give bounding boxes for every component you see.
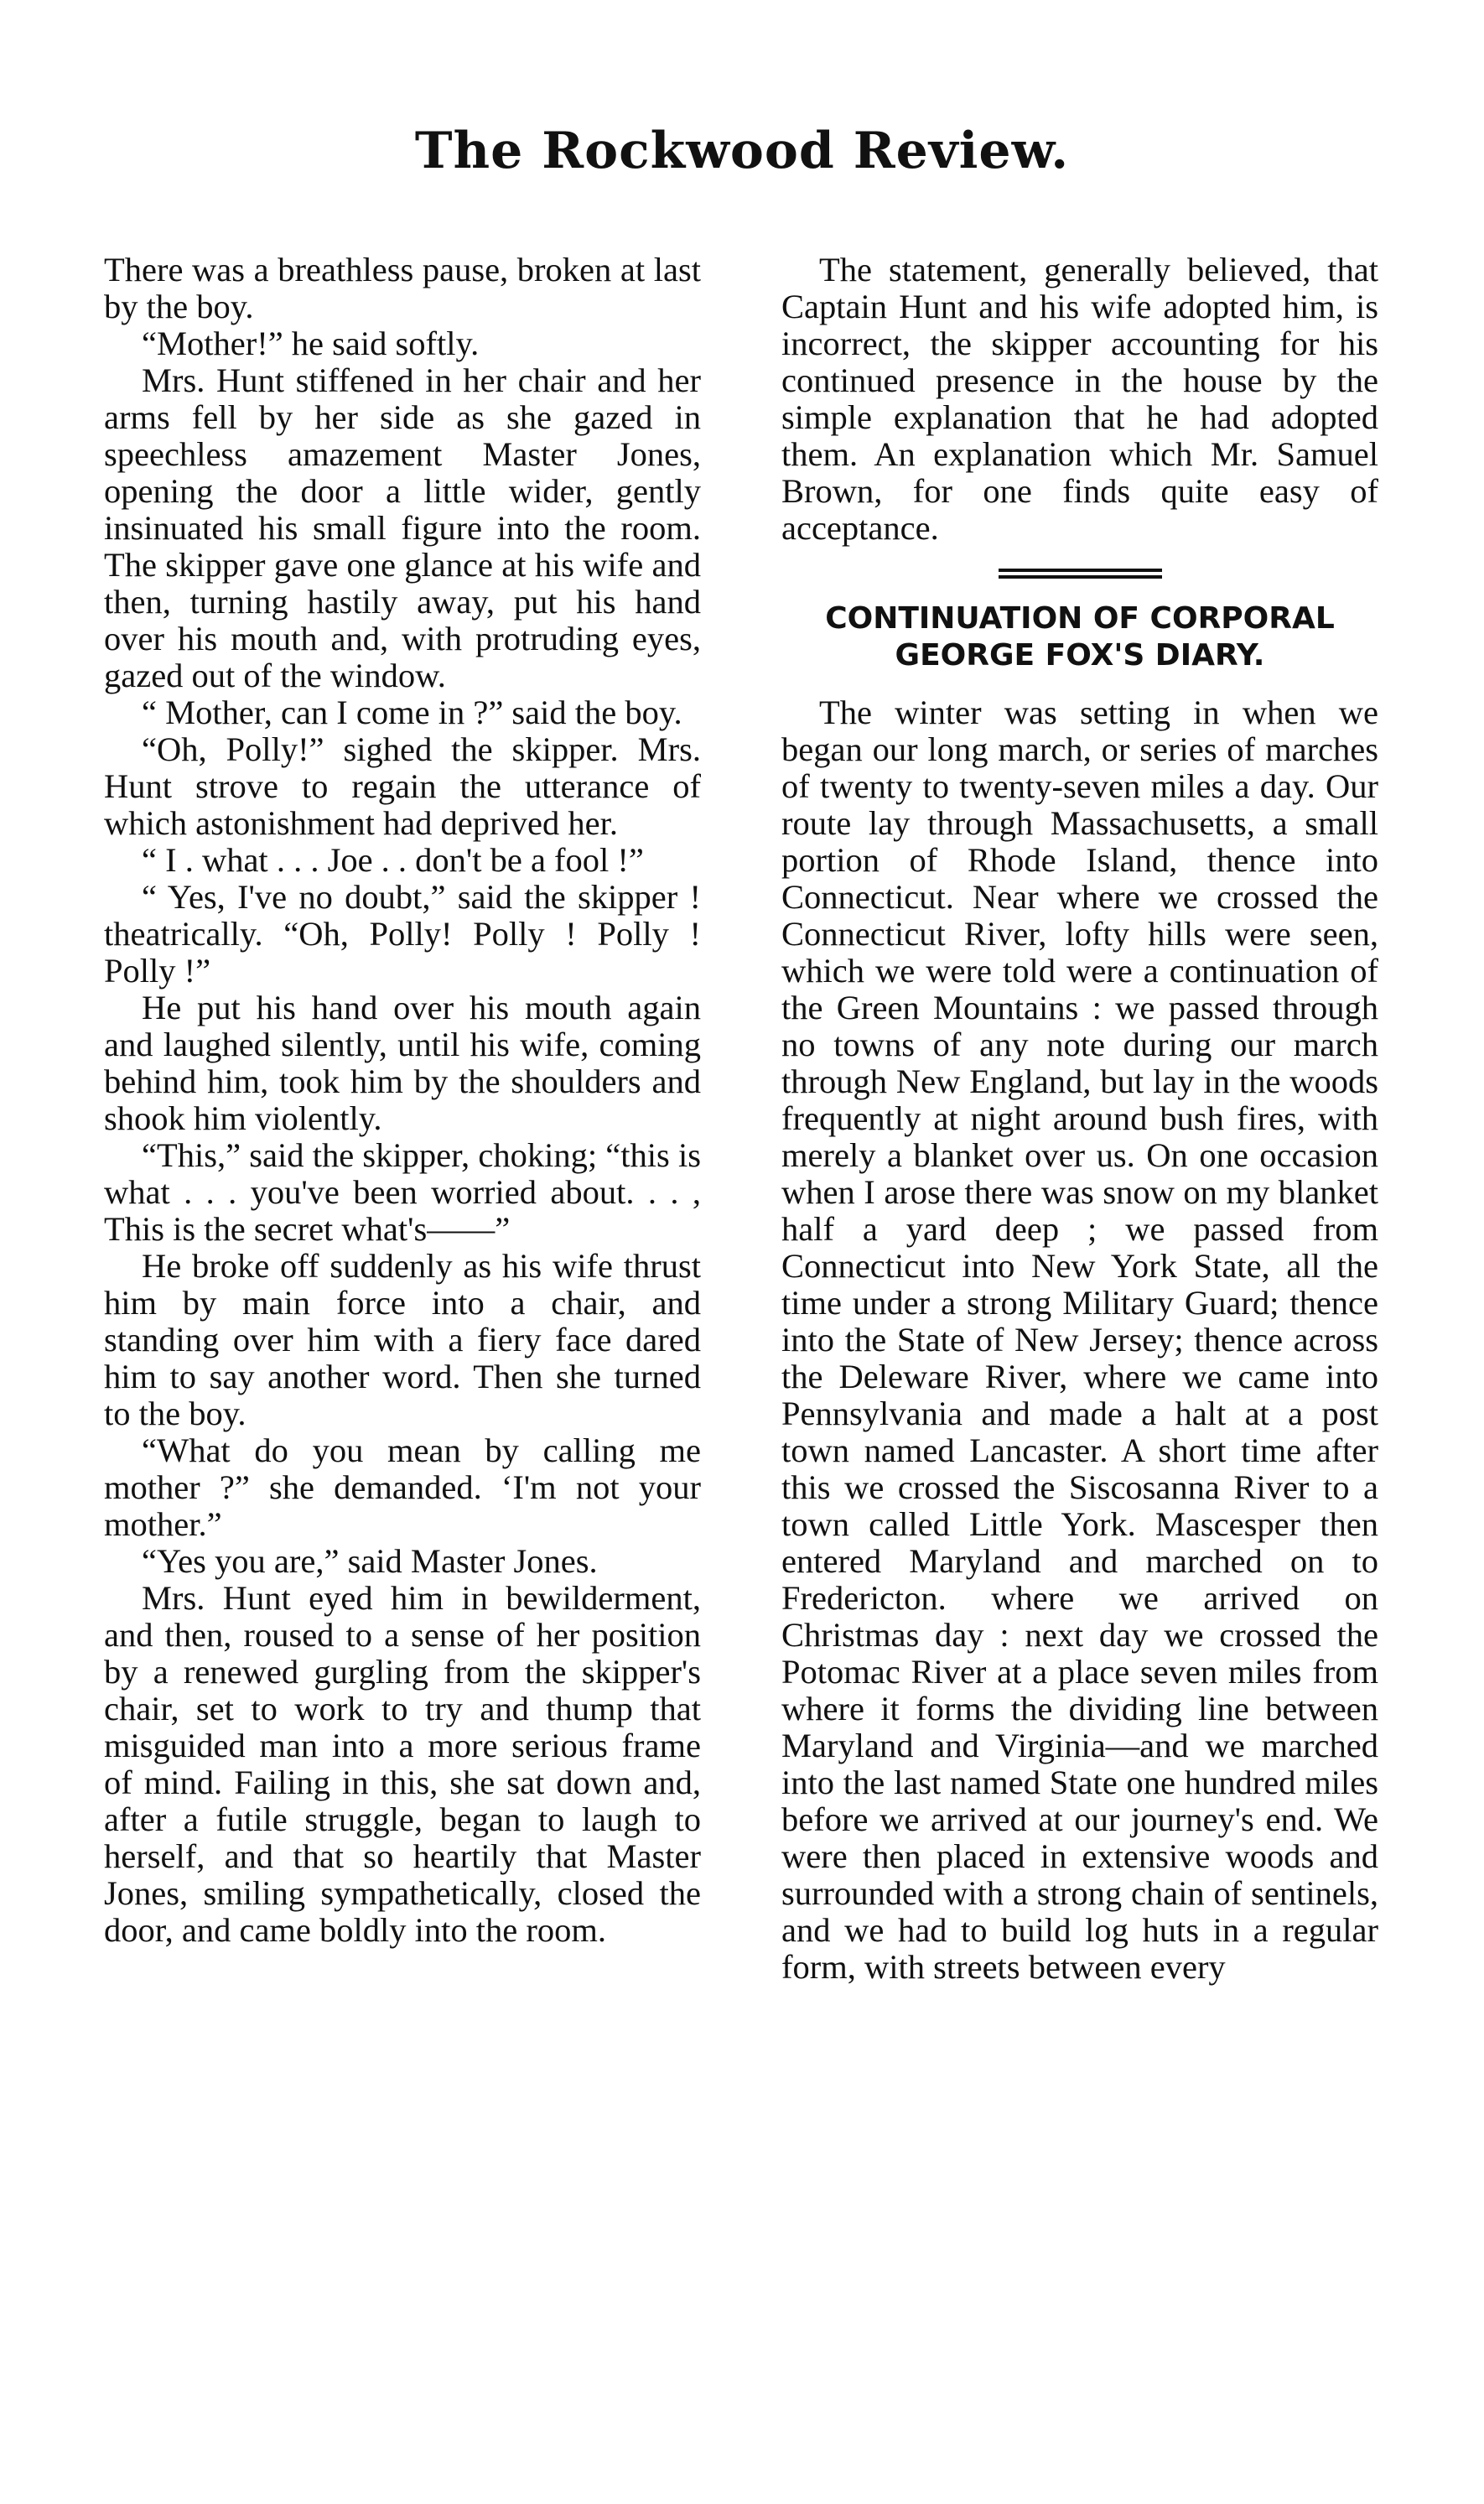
paragraph: “Mother!” he said softly. bbox=[142, 325, 480, 362]
paragraph: Mrs. Hunt eyed him in bewilderment, and then, roused to a sense of her position by a renewed gurgling from the skipper's chair, set to work to try and thump that misguided man into a more serious frame of mind. Failing in this, she sat down and, after a futile struggle, began to laugh to herself, and that so heartily that Master Jones, smiling sympathetically, closed the door, and came boldly into the room. bbox=[104, 1579, 701, 1949]
paragraph: Mrs. Hunt stiffened in her chair and her arms fell by her side as she gazed in speechless amazement Master Jones, opening the door a little wider, gently insinuated his small figure into the room. The skipper gave one glance at his wife and then, turning hastily away, put his hand over his mouth and, with protruding eyes, gazed out of the window. bbox=[104, 361, 701, 694]
paragraph: “This,” said the skipper, choking; “this is what . . . you've been worried about. . . , This is the secret what's——” bbox=[104, 1136, 701, 1248]
left-column bbox=[104, 252, 701, 1949]
paragraph: “ Yes, I've no doubt,” said the skipper ! theatrically. “Oh, Polly! Polly ! Polly ! Polly !” bbox=[104, 878, 701, 990]
paragraph: “ Mother, can I come in ?” said the boy. bbox=[142, 694, 682, 731]
paragraph: “ I . what . . . Joe . . don't be a fool !” bbox=[142, 841, 644, 879]
paragraph: He put his hand over his mouth again and laughed silently, until his wife, coming behind him, took him by the shoulders and shook him violently. bbox=[104, 989, 701, 1137]
paragraph: “What do you mean by calling me mother ?” she demanded. ‘I'm not your mother.” bbox=[104, 1431, 701, 1543]
paragraph: “Yes you are,” said Master Jones. bbox=[142, 1542, 598, 1580]
paragraph: The statement, generally believed, that Captain Hunt and his wife adopted him, is incorrect, the skipper accounting for his continued presence in the house by the simple explanation that he had adopted them. An explanation which Mr. Samuel Brown, for one finds quite easy of acceptance. bbox=[781, 251, 1378, 547]
masthead-title: The Rockwood Review. bbox=[414, 122, 1070, 180]
section-heading bbox=[781, 600, 1378, 674]
paragraph: There was a breathless pause, broken at last by the boy. bbox=[104, 251, 701, 325]
paragraph: He broke off suddenly as his wife thrust him by main force into a chair, and standing over him with a fiery face dared him to say another word. Then she turned to the boy. bbox=[104, 1247, 701, 1432]
paragraph: “Oh, Polly!” sighed the skipper. Mrs. Hunt strove to regain the utterance of which astonishment had deprived her. bbox=[104, 730, 701, 842]
paragraph: The winter was setting in when we began our long march, or series of marches of twenty to twenty-seven miles a day. Our route lay through Massachusetts, a small portion of Rhode Island, thence into Connecticut. Near where we crossed the Connecticut River, lofty hills were seen, which we were told were a continuation of the Green Mountains : we passed through no towns of any note during our march through New England, but lay in the woods frequently at night around bush fires, with merely a blanket over us. On one occasion when I arose there was snow on my blanket half a yard deep ; we passed from Connecticut into New York State, all the time under a strong Military Guard; thence into the State of New Jersey; thence across the Deleware River, where we came into Pennsylvania and made a halt at a post town named Lancaster. A short time after this we crossed the Siscosanna River to a town called Little York. Mascesper then entered Maryland and marched on to Fredericton. where we arrived on Christmas day : next day we crossed the Potomac River at a place seven miles from where it forms the dividing line between Maryland and Virginia—and we marched into the last named State one hundred miles before we arrived at our journey's end. We were then placed in extensive woods and surrounded with a strong chain of sentinels, and we had to build log huts in a regular form, with streets between every bbox=[781, 694, 1378, 1986]
right-column bbox=[781, 252, 1378, 1986]
section-heading-line: CONTINUATION OF CORPORAL bbox=[825, 601, 1335, 636]
section-heading-line: GEORGE FOX'S DIARY. bbox=[895, 638, 1265, 673]
double-rule-divider bbox=[999, 569, 1162, 579]
